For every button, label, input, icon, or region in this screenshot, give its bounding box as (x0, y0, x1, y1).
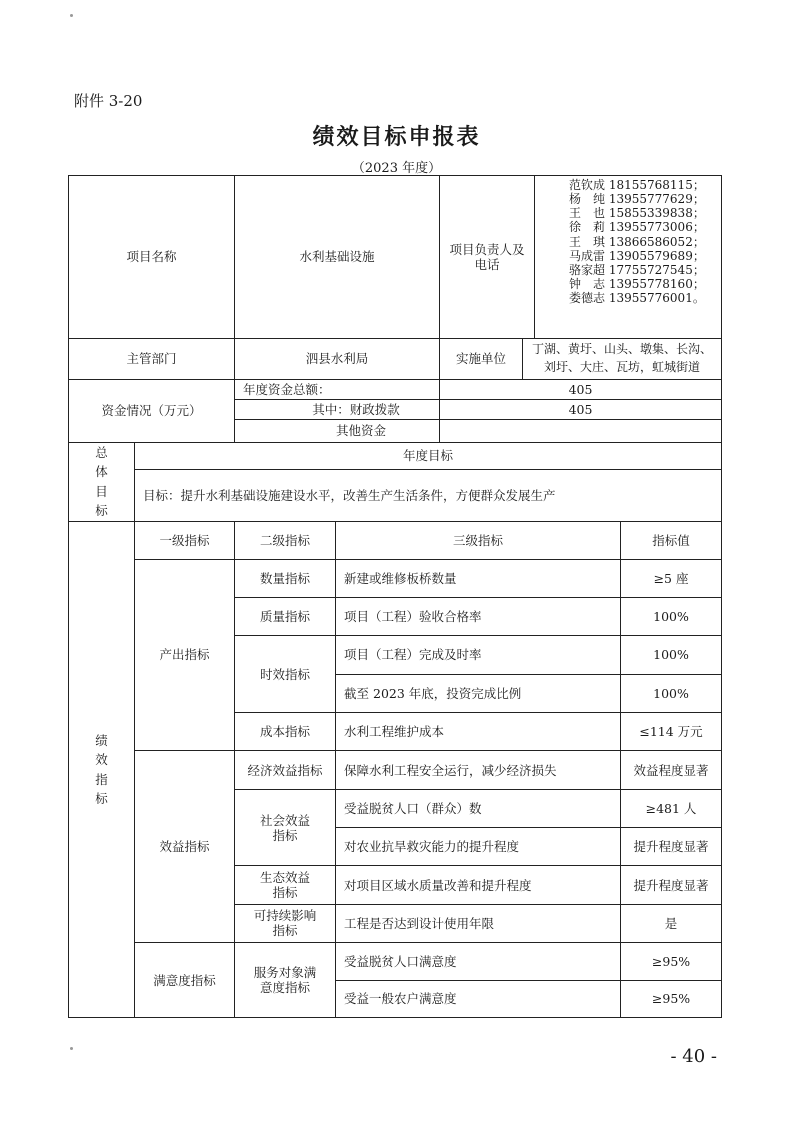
contact-entry: 娄德志 13955776001。 (569, 291, 705, 306)
page-number: - 40 - (670, 1046, 717, 1067)
eco-value: 提升程度显著 (621, 866, 722, 904)
timeliness-item-1: 项目（工程）完成及时率 (336, 636, 621, 674)
satisfaction-item-1: 受益脱贫人口满意度 (336, 943, 621, 980)
cost-value: ≤114 万元 (621, 713, 722, 751)
service-satisfaction-indicator: 服务对象满意度指标 (235, 943, 336, 1018)
funding-other-value (440, 420, 722, 442)
quantity-value: ≥5 座 (621, 559, 722, 597)
satisfaction-value-1: ≥95% (621, 943, 722, 980)
overall-goal-label: 总体目标 (69, 442, 135, 522)
social-value-2: 提升程度显著 (621, 828, 722, 866)
funding-fiscal-label: 其中：财政拨款 (235, 400, 440, 420)
col-value-header: 指标值 (621, 522, 722, 559)
satisfaction-item-2: 受益一般农户满意度 (336, 980, 621, 1017)
col-level2-header: 二级指标 (235, 522, 336, 559)
year-subtitle: （2023 年度） (351, 161, 442, 176)
timeliness-indicator: 时效指标 (235, 636, 336, 713)
page-title: 绩效目标申报表 (312, 124, 481, 150)
col-level1-header: 一级指标 (135, 522, 235, 559)
annual-goal-header: 年度目标 (135, 442, 722, 469)
social-item-2: 对农业抗旱救灾能力的提升程度 (336, 828, 621, 866)
contact-entry: 徐 莉 13955773006； (569, 220, 705, 235)
output-indicator-label: 产出指标 (135, 559, 235, 751)
scan-speck (70, 14, 73, 17)
social-item-1: 受益脱贫人口（群众）数 (336, 789, 621, 827)
cost-item: 水利工程维护成本 (336, 713, 621, 751)
impl-label: 实施单位 (440, 339, 523, 379)
cost-indicator: 成本指标 (235, 713, 336, 751)
impl-cell (440, 338, 722, 379)
funding-total-value: 405 (440, 379, 722, 399)
impl-value: 丁湖、黄圩、山头、墩集、长沟、刘圩、大庄、瓦坊，虹城街道 (532, 342, 713, 374)
project-owner-label: 项目负责人及电话 (440, 176, 535, 338)
benefit-indicator-label: 效益指标 (135, 751, 235, 943)
sustain-indicator: 可持续影响指标 (235, 904, 336, 942)
timeliness-value-2: 100% (621, 674, 722, 712)
social-value-1: ≥481 人 (621, 789, 722, 827)
quantity-item: 新建或维修板桥数量 (336, 559, 621, 597)
contact-entry: 钟 志 13955778160； (569, 277, 705, 292)
quality-item: 项目（工程）验收合格率 (336, 597, 621, 635)
col-level3-header: 三级指标 (336, 522, 621, 559)
economic-item: 保障水利工程安全运行，减少经济损失 (336, 751, 621, 789)
contact-entry: 骆家超 17755727545； (569, 262, 705, 277)
contact-entry: 范钦成 18155768115； (569, 178, 705, 192)
funding-other-label: 其他资金 (235, 420, 440, 442)
quantity-indicator: 数量指标 (235, 559, 336, 597)
satisfaction-value-2: ≥95% (621, 980, 722, 1017)
eco-item: 对项目区域水质量改善和提升程度 (336, 866, 621, 904)
economic-value: 效益程度显著 (621, 751, 722, 789)
project-name-value: 水利基础设施 (235, 176, 440, 339)
annual-goal-text: 目标：提升水利基础设施建设水平，改善生产生活条件，方便群众发展生产 (135, 469, 722, 521)
satisfaction-indicator-label: 满意度指标 (135, 943, 235, 1018)
eco-indicator: 生态效益指标 (235, 866, 336, 904)
attachment-label: 附件 3-20 (74, 92, 143, 110)
performance-label: 绩效指标 (69, 522, 135, 1018)
funding-fiscal-value: 405 (440, 400, 722, 420)
contact-entry: 王 也 15855339838； (569, 206, 705, 221)
dept-value: 泗县水利局 (235, 338, 440, 379)
timeliness-item-2: 截至 2023 年底，投资完成比例 (336, 674, 621, 712)
performance-target-table (68, 175, 722, 1018)
owner-cell (440, 176, 722, 339)
funding-total-label: 年度资金总额： (235, 379, 440, 399)
scan-speck (70, 1047, 73, 1050)
social-indicator: 社会效益指标 (235, 789, 336, 866)
sustain-item: 工程是否达到设计使用年限 (336, 904, 621, 942)
timeliness-value-1: 100% (621, 636, 722, 674)
dept-label: 主管部门 (69, 338, 235, 379)
contacts-list (535, 176, 721, 338)
economic-indicator: 经济效益指标 (235, 751, 336, 789)
quality-value: 100% (621, 597, 722, 635)
contact-entry: 马成雷 13905579689； (569, 248, 705, 263)
quality-indicator: 质量指标 (235, 597, 336, 635)
contact-entry: 杨 纯 13955777629； (569, 192, 705, 207)
sustain-value: 是 (621, 904, 722, 942)
project-name-label: 项目名称 (69, 176, 235, 339)
contact-entry: 王 琪 13866586052； (569, 234, 705, 249)
funding-label: 资金情况（万元） (69, 379, 235, 442)
